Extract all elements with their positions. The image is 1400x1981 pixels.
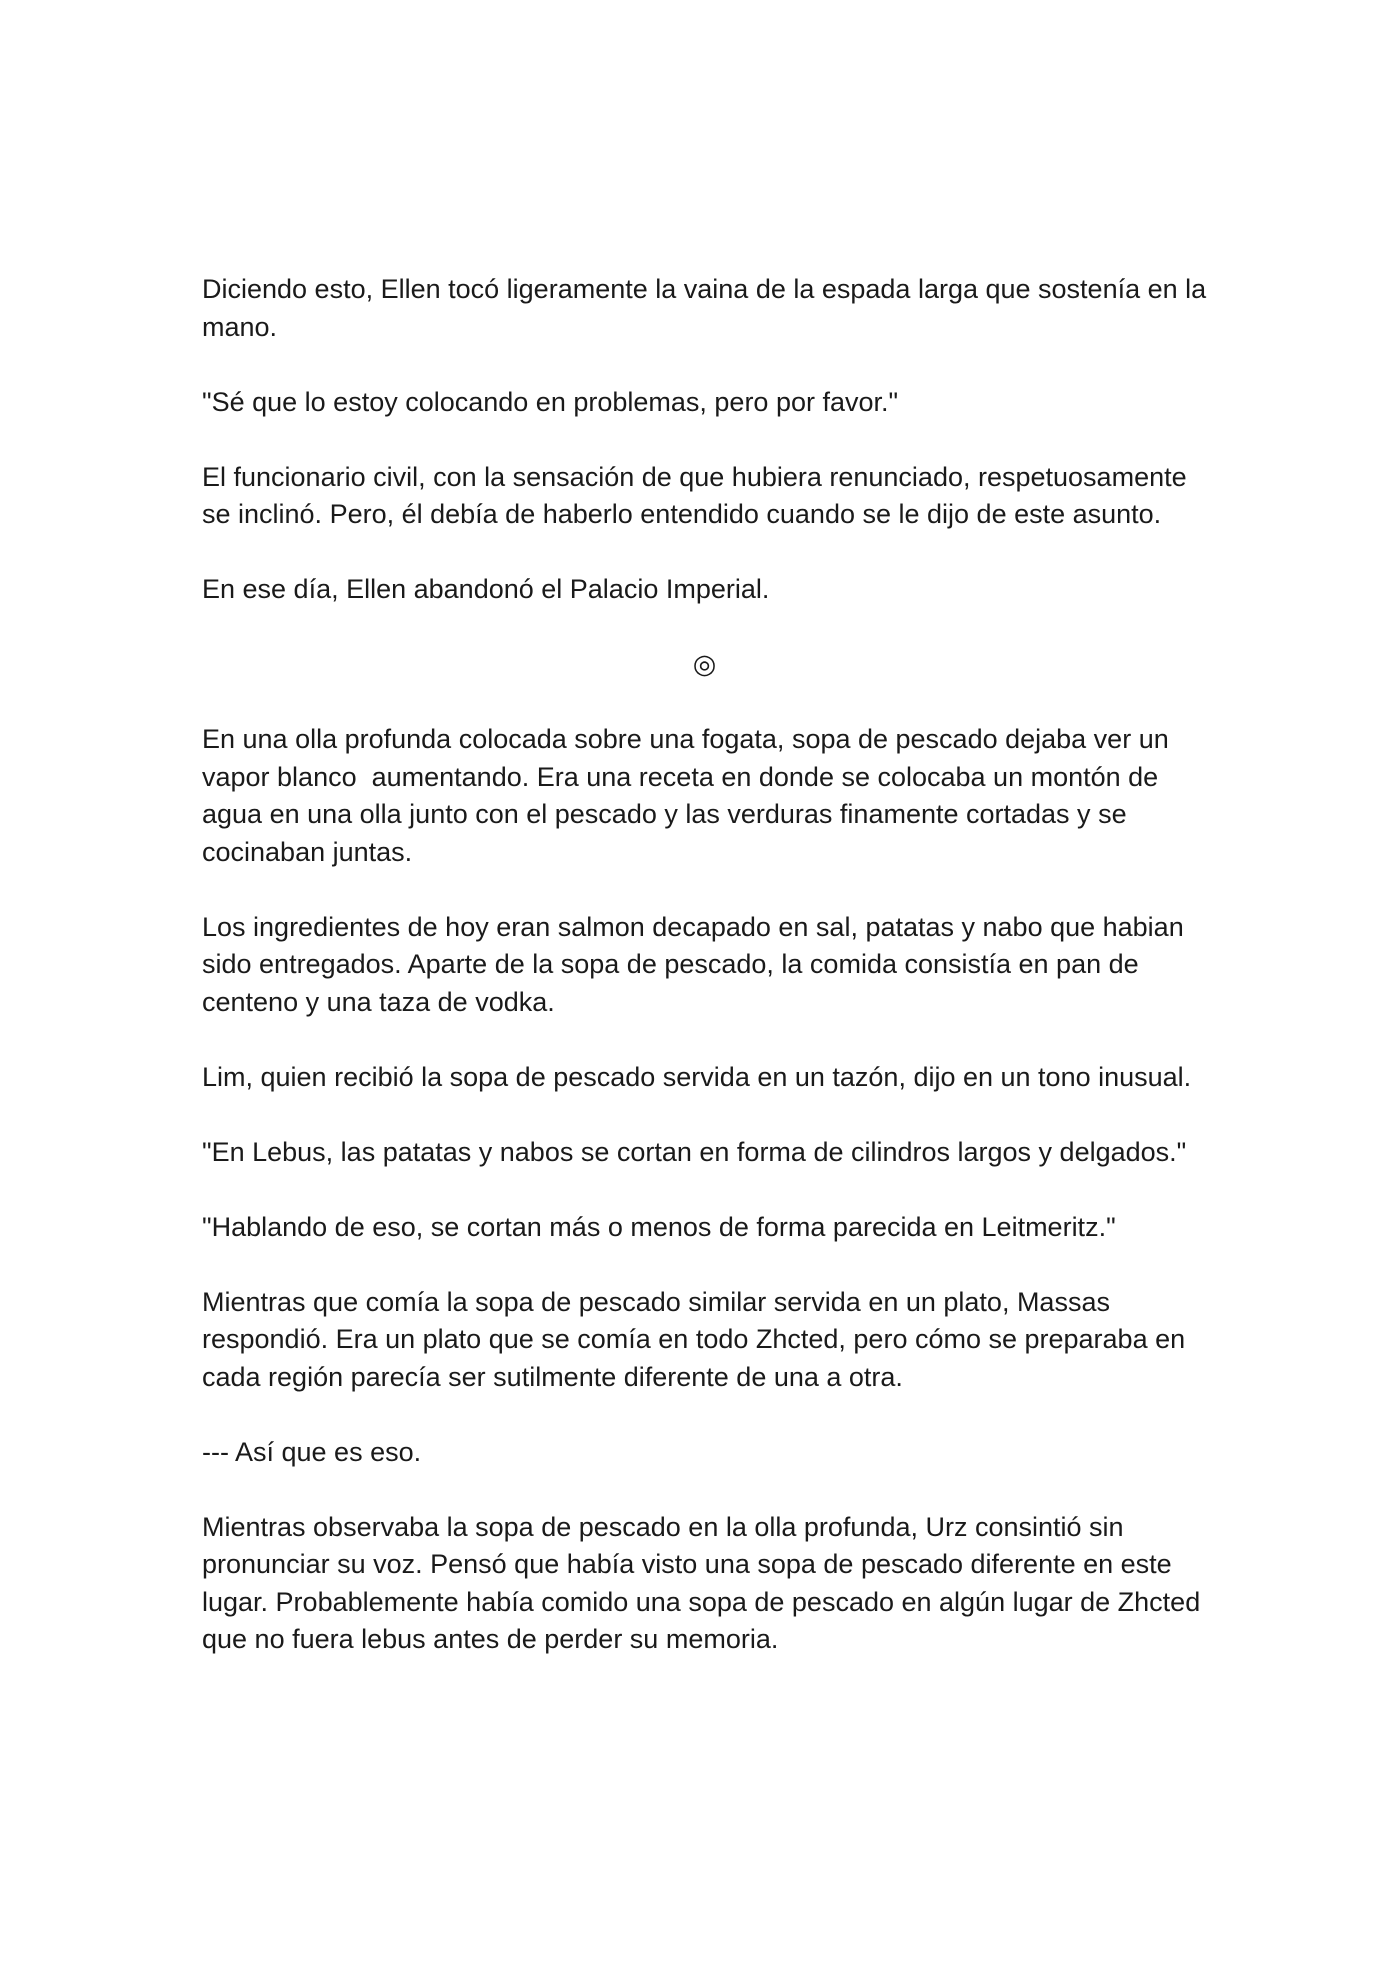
paragraph: "En Lebus, las patatas y nabos se cortan en forma de cilindros largos y delgados." [202,1136,1187,1167]
paragraph: Diciendo esto, Ellen tocó ligeramente la vaina de la espada larga que sostenía en la mano. [202,274,1214,342]
paragraph: El funcionario civil, con la sensación de que hubiera renunciado, respetuosamente se inclinó. Pero, él debía de haberlo entendido cuando se le dijo de este asunto. [202,461,1195,529]
paragraph: "Sé que lo estoy colocando en problemas, pero por favor." [202,386,899,417]
paragraph: "Hablando de eso, se cortan más o menos de forma parecida en Leitmeritz." [202,1211,1116,1242]
paragraph: Lim, quien recibió la sopa de pescado servida en un tazón, dijo en un tono inusual. [202,1061,1192,1092]
paragraph: Los ingredientes de hoy eran salmon decapado en sal, patatas y nabo que habian sido entregados. Aparte de la sopa de pescado, la comida consistía en pan de centeno y una taza de vodka. [202,911,1192,1017]
document-body [202,271,1214,1659]
paragraph: --- Así que es eso. [202,1436,422,1467]
section-separator: ◎ [692,649,717,679]
paragraph: Mientras que comía la sopa de pescado similar servida en un plato, Massas respondió. Era un plato que se comía en todo Zhcted, pero cómo se preparaba en cada región parecía ser sutilmente diferente de una a otra. [202,1286,1193,1392]
paragraph: Mientras observaba la sopa de pescado en la olla profunda, Urz consintió sin pronunciar su voz. Pensó que había visto una sopa de pescado diferente en este lugar. Probablemente había comido una sopa de pescado en algún lugar de Zhcted que no fuera lebus antes de perder su memoria. [202,1511,1208,1654]
paragraph: En ese día, Ellen abandonó el Palacio Imperial. [202,574,770,604]
paragraph: En una olla profunda colocada sobre una fogata, sopa de pescado dejaba ver un vapor blanco aumentando. Era una receta en donde se colocaba un montón de agua en una olla junto con el pescado y las verduras finamente cortadas y se cocinaban juntas. [202,724,1177,867]
